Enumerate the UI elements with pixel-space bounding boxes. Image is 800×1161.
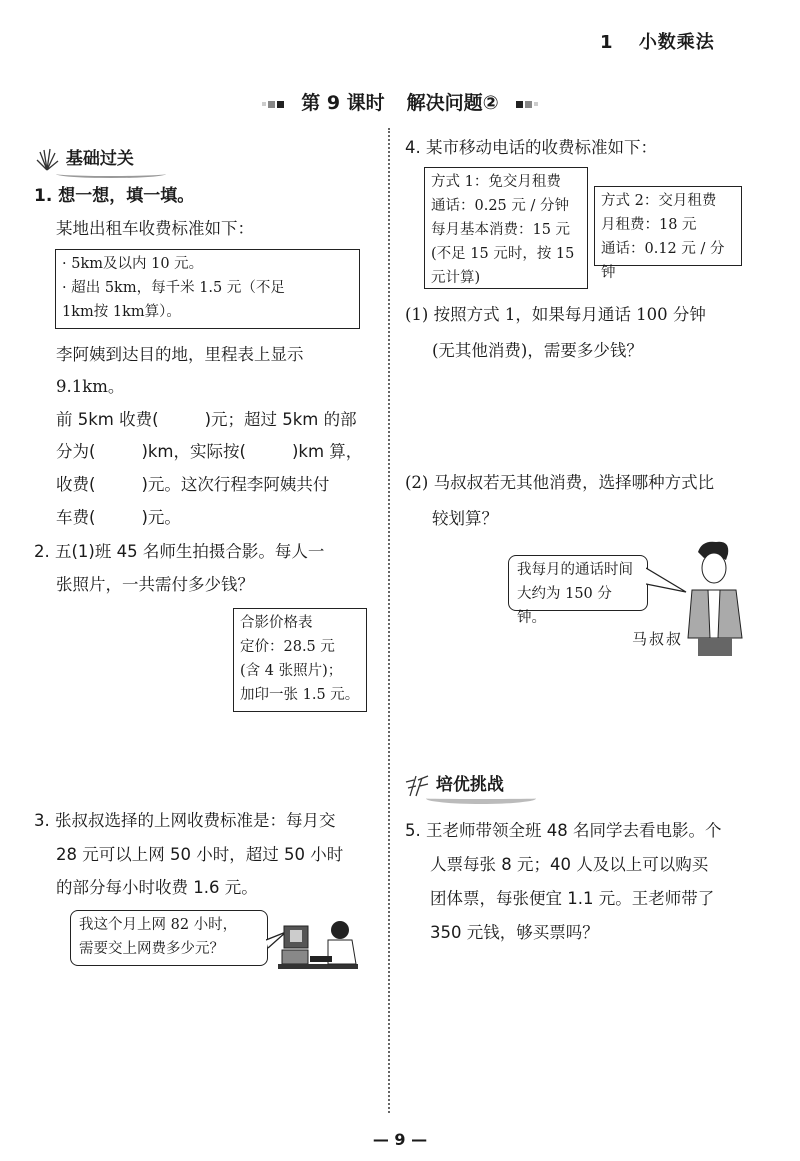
chapter-number: 1: [600, 32, 614, 53]
q4-sub1-line-2: (无其他消费)，需要多少钱？: [432, 341, 643, 360]
chapter-title: 小数乘法: [638, 32, 715, 53]
section-advanced: 培优挑战: [404, 770, 504, 798]
q1-fill-line-2: 分为( )km，实际按( )km 算，: [56, 442, 363, 461]
q1-fill-line-4: 车费( )元。: [56, 508, 181, 527]
page-number: — 9 —: [372, 1130, 428, 1149]
lesson-name: 解决问题②: [406, 92, 499, 114]
lesson-number: 第 9 课时: [301, 92, 385, 114]
q1-fill-line-3: 收费( )元。这次行程李阿姨共付: [56, 475, 330, 494]
q4-sub1-line-1: (1) 按照方式 1，如果每月通话 100 分钟: [405, 305, 706, 324]
q3-text-1: 3. 张叔叔选择的上网收费标准是：每月交: [34, 811, 336, 830]
grass-icon: [34, 146, 60, 172]
q1-intro: 某地出租车收费标准如下：: [56, 219, 254, 238]
q5-text-2: 人票每张 8 元；40 人及以上可以购买: [430, 855, 709, 874]
q2-text-2: 张照片，一共需付多少钱？: [56, 575, 254, 594]
section-basic: 基础过关: [34, 144, 134, 172]
q5-text-1: 5. 王老师带领全班 48 名同学去看电影。个: [405, 821, 722, 840]
photo-price-box: 合影价格表 定价：28.5 元 (含 4 张照片)； 加印一张 1.5 元。: [233, 608, 367, 712]
q2-text-1: 2. 五(1)班 45 名师生拍摄合影。每人一: [34, 542, 325, 561]
q4-speech-bubble: 我每月的通话时间 大约为 150 分钟。: [508, 555, 648, 611]
q5-text-3: 团体票，每张便宜 1.1 元。王老师带了: [430, 889, 715, 908]
q4-sub2-line-2: 较划算？: [432, 509, 498, 528]
q3-speech-bubble: 我这个月上网 82 小时， 需要交上网费多少元？: [70, 910, 268, 966]
character-name-label: 马叔叔: [632, 630, 684, 648]
q1-text: 李阿姨到达目的地，里程表上显示: [56, 345, 304, 364]
title-decoration-right-icon: [515, 93, 539, 115]
q4-sub2-line-1: (2) 马叔叔若无其他消费，选择哪种方式比: [405, 473, 715, 492]
title-decoration-left-icon: [261, 93, 285, 115]
q4-title: 4. 某市移动电话的收费标准如下：: [405, 138, 657, 157]
plan-1-box: 方式 1：免交月租费 通话：0.25 元 / 分钟 每月基本消费：15 元 (不足 15 元时，按 15 元计算): [424, 167, 588, 289]
q1-title: 1. 想一想，填一填。: [34, 186, 195, 206]
q1-fill-line-1: 前 5km 收费( )元；超过 5km 的部: [56, 410, 357, 429]
plan-2-box: 方式 2：交月租费 月租费：18 元 通话：0.12 元 / 分钟: [594, 186, 742, 266]
q5-text-4: 350 元钱，够买票吗？: [430, 923, 599, 942]
column-divider: [388, 128, 390, 1113]
q3-text-3: 的部分每小时收费 1.6 元。: [56, 878, 258, 897]
chapter-header: [600, 28, 715, 54]
lesson-title: [0, 88, 800, 115]
taxi-fare-box: · 5km及以内 10 元。 · 超出 5km，每千米 1.5 元（不足 1km按 1km算）。: [55, 249, 360, 329]
person-at-computer-icon: [266, 918, 366, 980]
q3-text-2: 28 元可以上网 50 小时，超过 50 小时: [56, 845, 344, 864]
